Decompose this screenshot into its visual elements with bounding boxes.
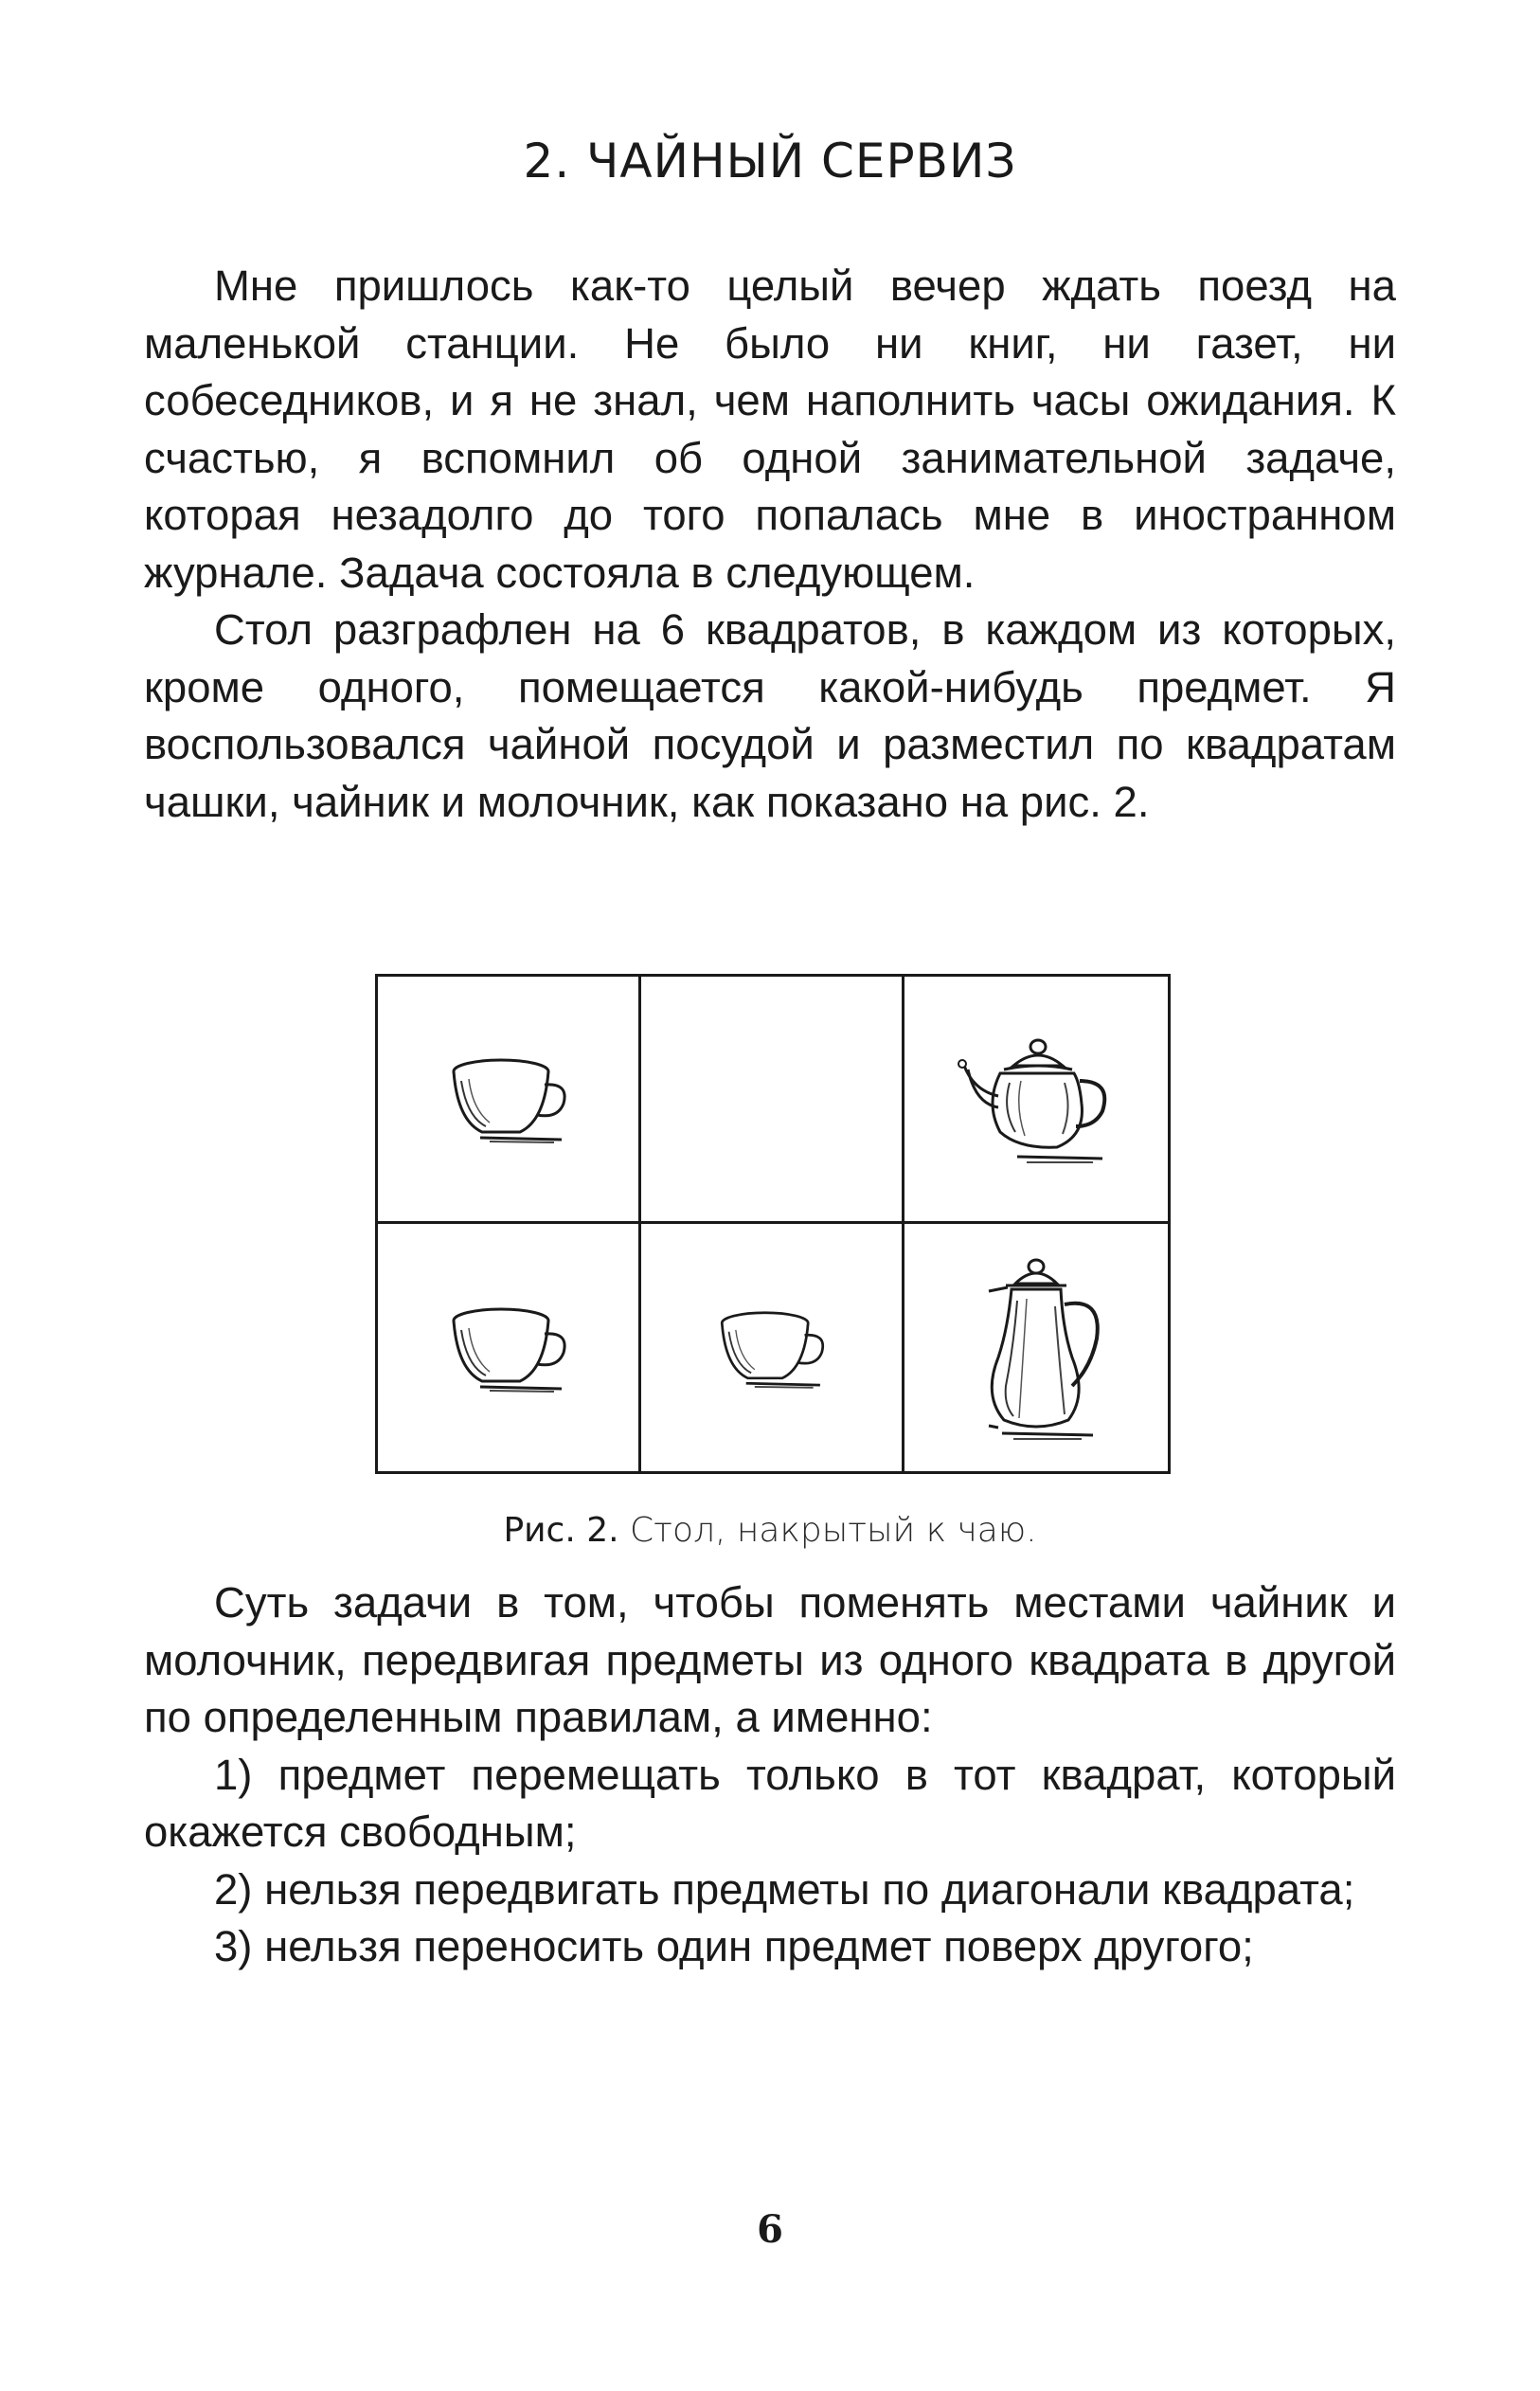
figure-caption [0, 1508, 1540, 1554]
table-square-1 [378, 977, 641, 1224]
cup-icon [442, 1047, 575, 1151]
chapter-title: 2. ЧАЙНЫЙ СЕРВИЗ [523, 134, 1017, 189]
rule-item: 1) предмет перемещать только в тот квадрат, который окажется свободным; [144, 1750, 1396, 1856]
cup-icon [442, 1296, 575, 1400]
rule-item: 3) нельзя переносить один предмет поверх другого; [214, 1922, 1254, 1970]
table-square-5 [641, 1224, 904, 1471]
table-square-2-empty [641, 977, 904, 1224]
text-block-bottom [144, 1574, 1396, 1976]
table-square-6 [904, 1224, 1168, 1471]
table-square-4 [378, 1224, 641, 1471]
teapot-icon [951, 1028, 1121, 1170]
paragraph: Мне пришлось как-то целый вечер ждать поезд на маленькой станции. Не было ни книг, ни газет, ни собеседников, и я не знал, чем наполнить часы ожидания. К счастью, я вспомнил об одной занимательной задаче, которая незадолго до того попалась мне в иностранном журнале. Задача состояла в следующем. [144, 261, 1396, 597]
caption-label: Рис. 2. [503, 1511, 619, 1550]
table-square-3 [904, 977, 1168, 1224]
caption-text: Стол, накрытый к чаю. [630, 1511, 1037, 1550]
tea-table-figure [375, 974, 1171, 1474]
page-number: 6 [757, 2207, 783, 2252]
text-block-top [144, 258, 1396, 831]
paragraph: Суть задачи в том, чтобы поменять местами чайник и молочник, передвигая предметы из одного квадрата в другой по определенным правилам, а именно: [144, 1578, 1396, 1741]
cup-icon [710, 1301, 833, 1395]
rule-item: 2) нельзя передвигать предметы по диагонали квадрата; [214, 1864, 1355, 1914]
paragraph: Стол разграфлен на 6 квадратов, в каждом из которых, кроме одного, помещается какой-нибудь предмет. Я воспользовался чайной посудой и разместил по квадратам чашки, чайник и молочник, как показано на рис. 2. [144, 605, 1396, 826]
milk-jug-icon [960, 1253, 1112, 1443]
